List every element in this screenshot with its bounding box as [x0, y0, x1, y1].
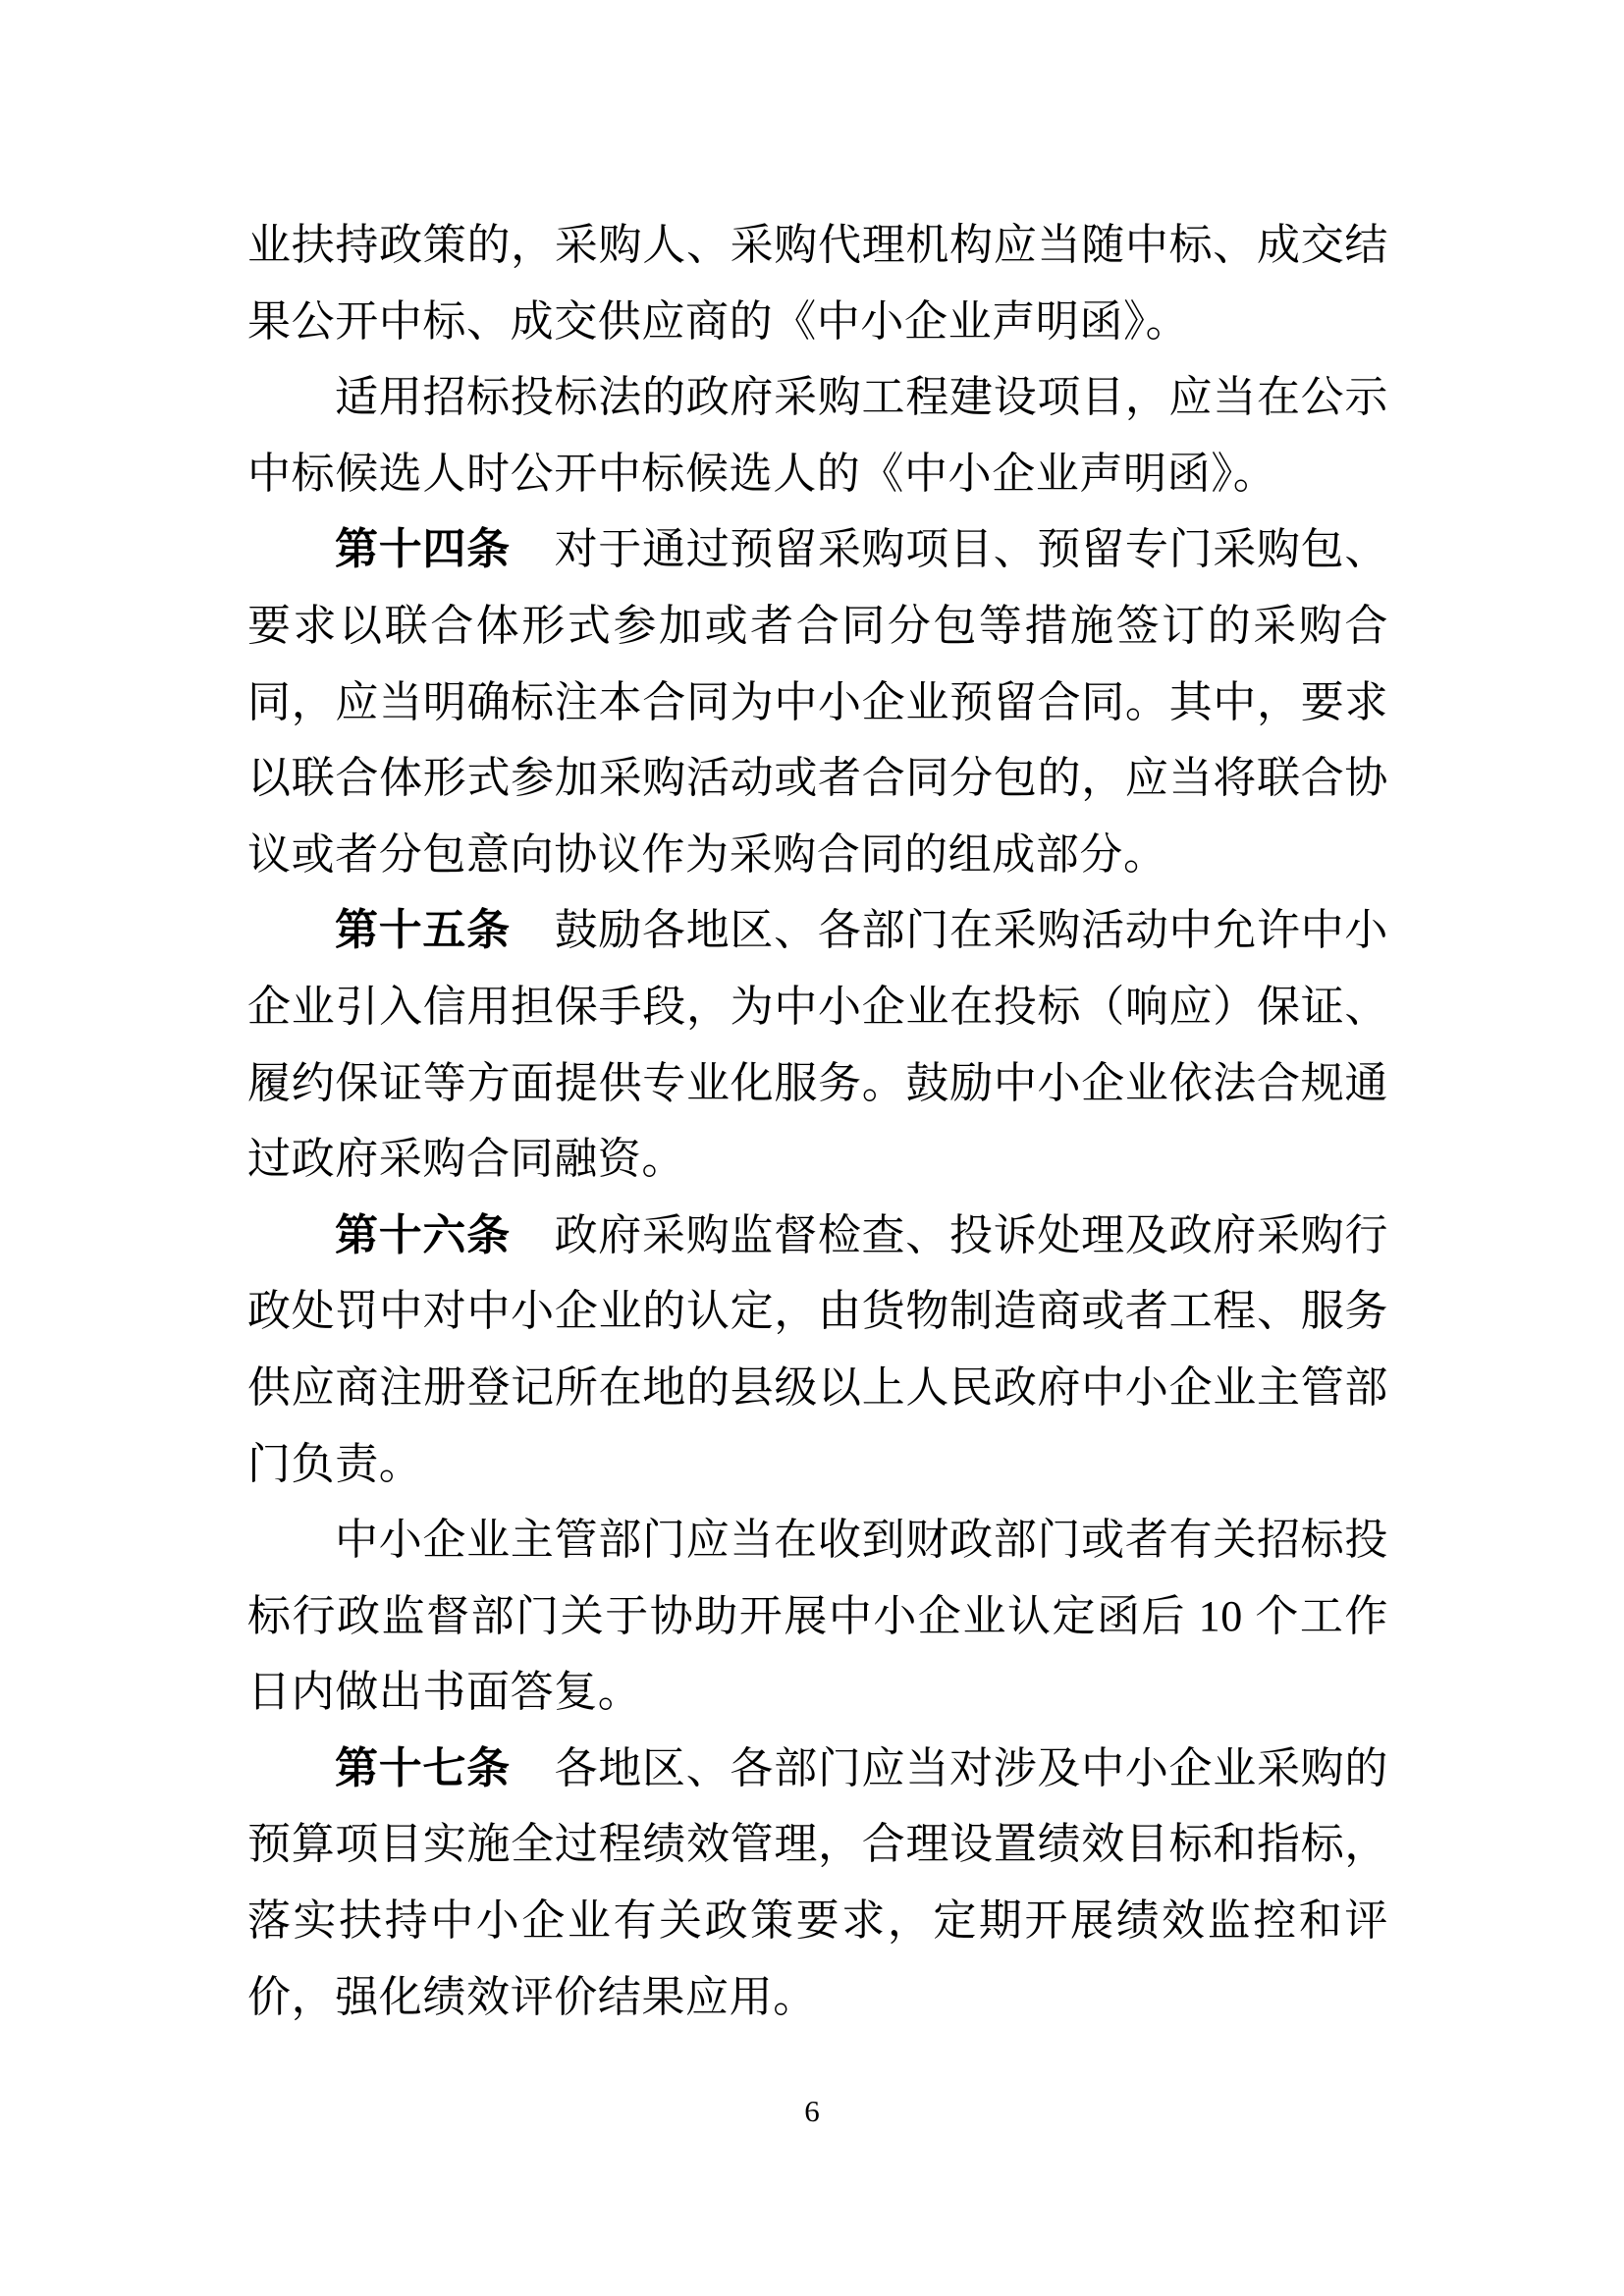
paragraph: [247, 1731, 1388, 2035]
clause-heading: 第十五条: [335, 906, 511, 955]
paragraph-text: 适用招标投标法的政府采购工程建设项目，应当在公示中标候选人时公开中标候选人的《中小企业声明函》。: [247, 373, 1388, 498]
page-number: 6: [804, 2094, 820, 2128]
clause-heading: 第十七条: [335, 1743, 511, 1792]
paragraph: [247, 892, 1388, 1197]
paragraph: [247, 1198, 1388, 1502]
paragraph-text: 中小企业主管部门应当在收到财政部门或者有关招标投标行政监督部门关于协助开展中小企业认定函后 10 个工作日内做出书面答复。: [247, 1516, 1388, 1717]
paragraph-text: 各地区、各部门应当对涉及中小企业采购的预算项目实施全过程绩效管理，合理设置绩效目标和指标，落实扶持中小企业有关政策要求，定期开展绩效监控和评价，强化绩效评价结果应用。: [247, 1743, 1388, 2021]
paragraph-text: 鼓励各地区、各部门在采购活动中允许中小企业引入信用担保手段，为中小企业在投标（响应）保证、履约保证等方面提供专业化服务。鼓励中小企业依法合规通过政府采购合同融资。: [247, 906, 1388, 1184]
clause-heading: 第十六条: [335, 1210, 511, 1259]
paragraph-text: 业扶持政策的，采购人、采购代理机构应当随中标、成交结果公开中标、成交供应商的《中小企业声明函》。: [247, 221, 1388, 346]
document-body: [247, 207, 1388, 2035]
paragraph-text: 对于通过预留采购项目、预留专门采购包、要求以联合体形式参加或者合同分包等措施签订的采购合同，应当明确标注本合同为中小企业预留合同。其中，要求以联合体形式参加采购活动或者合同分包的，应当将联合协议或者分包意向协议作为采购合同的组成部分。: [247, 525, 1388, 879]
paragraph: [247, 359, 1388, 511]
paragraph: [247, 511, 1388, 892]
clause-heading: 第十四条: [335, 525, 511, 574]
paragraph: [247, 207, 1388, 359]
paragraph: [247, 1502, 1388, 1731]
paragraph-text: 政府采购监督检查、投诉处理及政府采购行政处罚中对中小企业的认定，由货物制造商或者工程、服务供应商注册登记所在地的县级以上人民政府中小企业主管部门负责。: [247, 1210, 1388, 1488]
